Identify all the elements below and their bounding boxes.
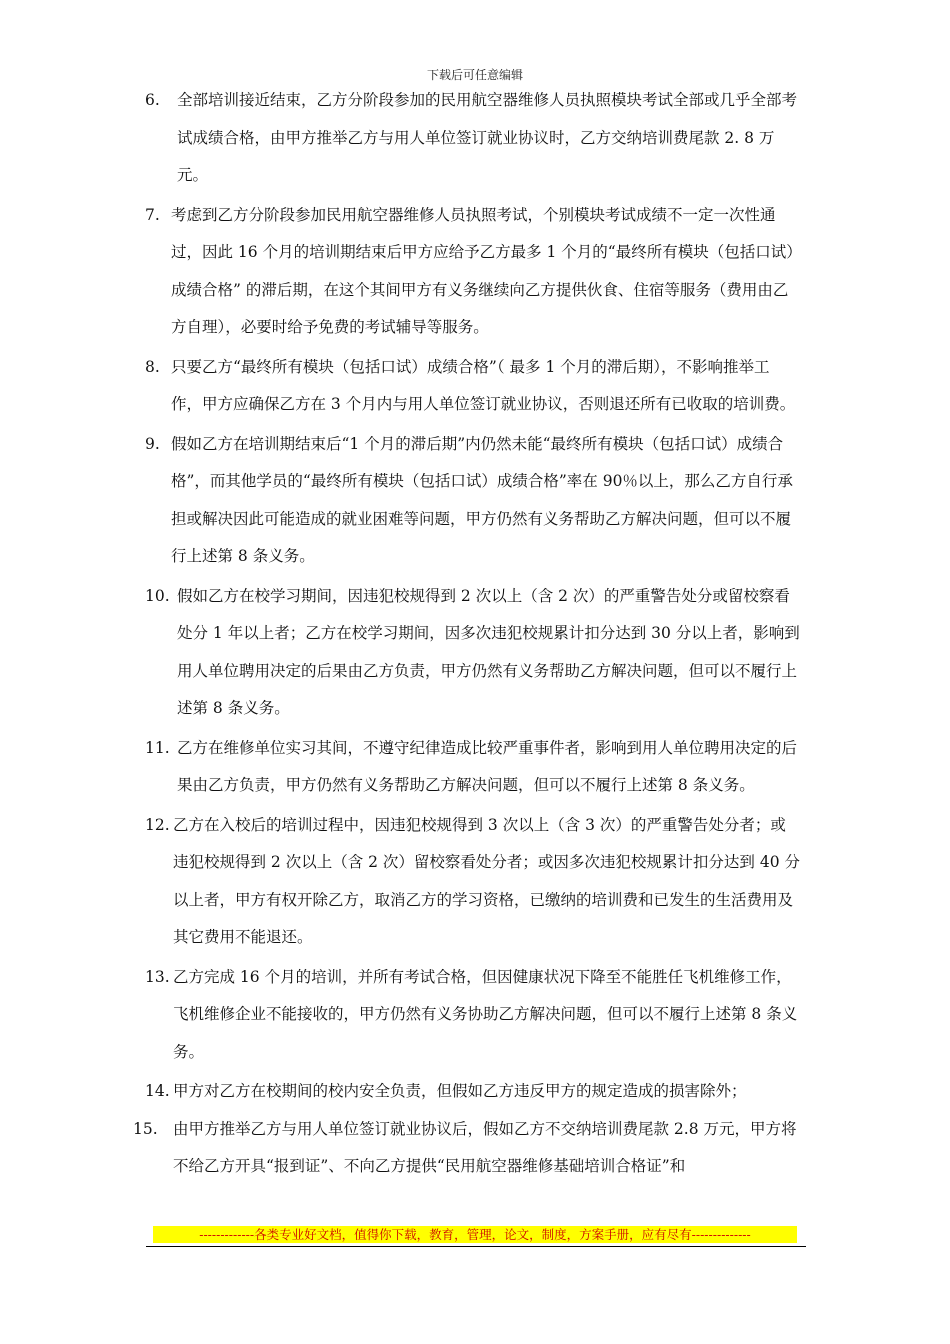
clause-8 [0, 349, 950, 424]
footer-divider [146, 1246, 806, 1247]
clause-10 [0, 578, 950, 728]
clause-text: 只要乙方“最终所有模块（包括口试）成绩合格”（ 最多 1 个月的滞后期），不影响推举工作，甲方应确保乙方在 3 个月内与用人单位签订就业协议，否则退还所有已收取的培训费。 [171, 357, 796, 413]
clause-text: 甲方对乙方在校期间的校内安全负责，但假如乙方违反甲方的规定造成的损害除外； [173, 1082, 747, 1100]
clause-number: 8. [145, 357, 160, 376]
clause-text: 乙方在维修单位实习其间，不遵守纪律造成比较严重事件者，影响到用人单位聘用决定的后果由乙方负责，甲方仍然有义务帮助乙方解决问题，但可以不履行上述第 8 条义务。 [177, 738, 798, 794]
clause-number: 6. [145, 91, 160, 109]
clause-number: 12. [145, 815, 170, 834]
clause-9 [0, 426, 950, 576]
clause-text: 全部培训接近结束，乙方分阶段参加的民用航空器维修人员执照模块考试全部或几乎全部考试成绩合格，由甲方推举乙方与用人单位签订就业协议时，乙方交纳培训费尾款 2. 8 万元。 [177, 91, 798, 184]
clause-text: 乙方在入校后的培训过程中，因违犯校规得到 3 次以上（含 3 次）的严重警告处分者；或违犯校规得到 2 次以上（含 2 次）留校察看处分者；或因多次违犯校规累计扣分达到 40 分以上者，甲方有权开除乙方，取消乙方的学习资格，已缴纳的培训费和已发生的生活费用及其它费用不能退还。 [173, 815, 801, 946]
clause-list [0, 82, 950, 1186]
clause-11 [0, 730, 950, 805]
clause-number: 10. [145, 586, 170, 605]
clause-number: 15. [133, 1119, 158, 1138]
clause-text: 假如乙方在校学习期间，因违犯校规得到 2 次以上（含 2 次）的严重警告处分或留校察看处分 1 年以上者；乙方在校学习期间，因多次违犯校规累计扣分达到 30 分以上者，影响到用人单位聘用决定的后果由乙方负责，甲方仍然有义务帮助乙方解决问题，但可以不履行上述第 8 条义务。 [177, 586, 800, 717]
clause-number: 13. [145, 967, 170, 986]
clause-text: 假如乙方在培训期结束后“1 个月的滞后期”内仍然未能“最终所有模块（包括口试）成绩合格”，而其他学员的“最终所有模块（包括口试）成绩合格”率在 90％以上，那么乙方自行承担或解决因此可能造成的就业困难等问题，甲方仍然有义务帮助乙方解决问题，但可以不履行上述第 8 条义务。 [171, 434, 793, 565]
clause-text: 考虑到乙方分阶段参加民用航空器维修人员执照考试，个别模块考试成绩不一定一次性通过，因此 16 个月的培训期结束后甲方应给予乙方最多 1 个月的“最终所有模块（包括口试）成绩合格” 的滞后期，在这个其间甲方有义务继续向乙方提供伙食、住宿等服务（费用由乙方自理），必要时给予免费的考试辅导等服务。 [171, 205, 794, 336]
clause-text: 由甲方推举乙方与用人单位签订就业协议后，假如乙方不交纳培训费尾款 2.8 万元，甲方将不给乙方开具“报到证”、不向乙方提供“民用航空器维修基础培训合格证”和 [173, 1119, 797, 1175]
footer-banner: -------------各类专业好文档，值得你下载，教育，管理，论文，制度，方案手册，应有尽有-------------- [153, 1226, 797, 1243]
clause-14 [0, 1073, 950, 1111]
clause-7 [0, 197, 950, 347]
clause-number: 14. [145, 1082, 170, 1100]
clause-text: 乙方完成 16 个月的培训，并所有考试合格，但因健康状况下降至不能胜任飞机维修工作，飞机维修企业不能接收的，甲方仍然有义务协助乙方解决问题，但可以不履行上述第 8 条义务。 [173, 967, 798, 1061]
clause-12 [0, 807, 950, 957]
clause-6 [0, 82, 950, 195]
clause-number: 9. [145, 434, 160, 453]
clause-15 [0, 1111, 950, 1186]
header-note: 下载后可任意编辑 [426, 68, 523, 82]
clause-number: 11. [145, 738, 170, 757]
clause-number: 7. [145, 205, 160, 224]
clause-13 [0, 959, 950, 1072]
